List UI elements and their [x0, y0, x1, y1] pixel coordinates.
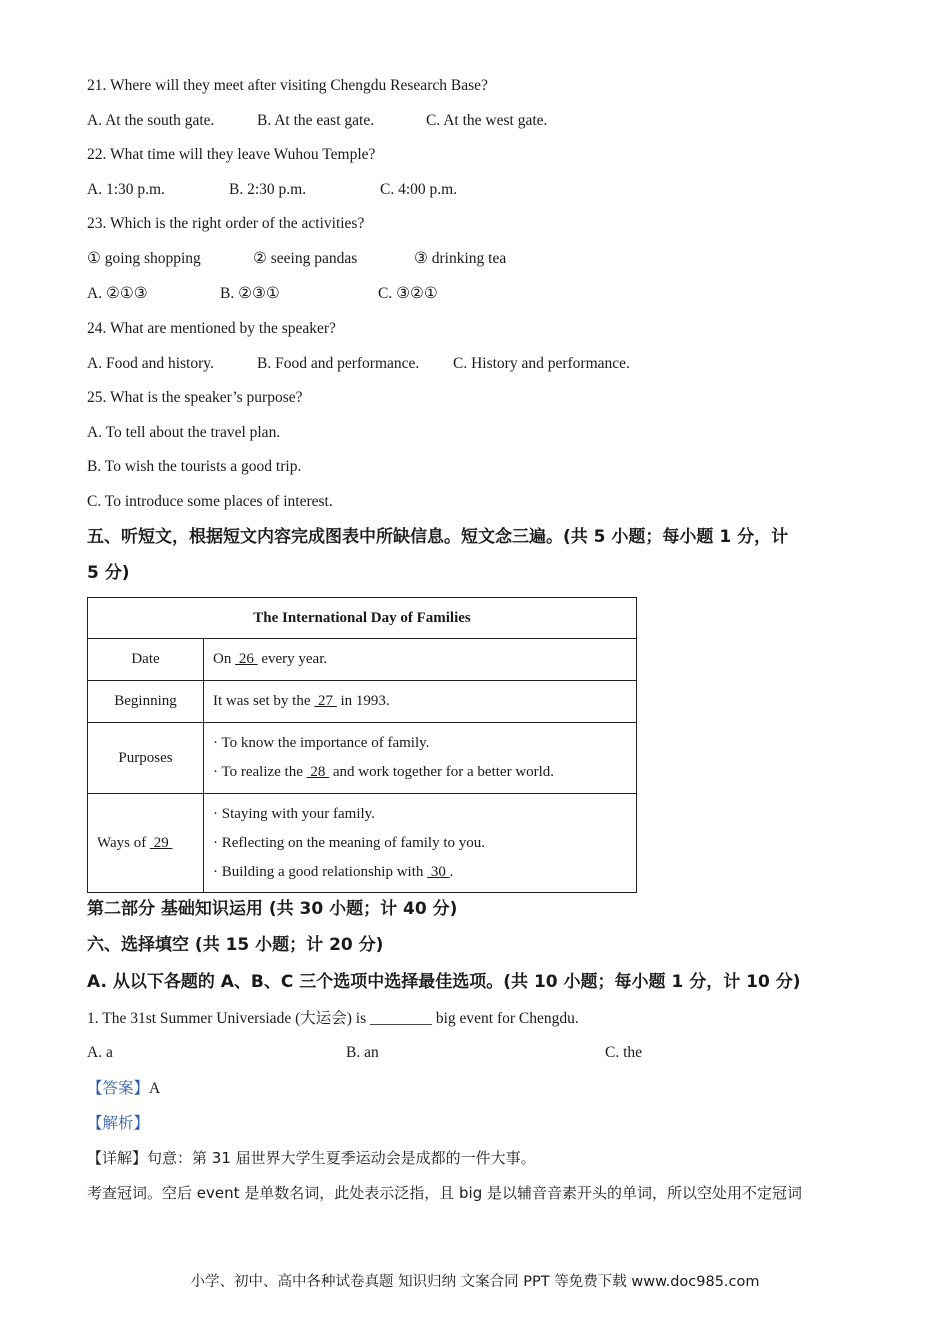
part-2-heading: 第二部分 基础知识运用 (共 30 小题；计 40 分)	[87, 899, 458, 919]
bullet-line	[213, 829, 627, 858]
answer-label: 【答案】	[87, 1079, 150, 1097]
row-label: Beginning	[88, 681, 204, 723]
table-title: The International Day of Families	[88, 598, 637, 639]
question-22: 22. What time will they leave Wuhou Temple?	[87, 146, 376, 163]
q23-option-a: A. ②①③	[87, 285, 148, 302]
row-content	[204, 723, 637, 794]
q23-option-b: B. ②③①	[220, 285, 280, 302]
bullet-line	[213, 800, 627, 829]
question-25: 25. What is the speaker’s purpose?	[87, 389, 303, 406]
q25-option-b: B. To wish the tourists a good trip.	[87, 458, 302, 475]
row-label: Date	[88, 639, 204, 681]
text-segment: every year.	[257, 651, 328, 667]
text-segment: It was set by the	[213, 693, 315, 709]
table-row	[88, 794, 637, 893]
bullet-line	[213, 858, 627, 887]
q24-option-b: B. Food and performance.	[257, 355, 420, 372]
section-5-heading: 五、听短文，根据短文内容完成图表中所缺信息。短文念三遍。(共 5 小题；每小题 1 分，计	[87, 527, 789, 547]
detail-label: 【详解】	[87, 1149, 148, 1167]
answer-line	[87, 1078, 160, 1099]
blank-26: 26	[235, 651, 258, 667]
text-segment: .	[449, 863, 454, 880]
question-24: 24. What are mentioned by the speaker?	[87, 320, 336, 337]
families-info-table	[87, 597, 637, 893]
q25-option-c: C. To introduce some places of interest.	[87, 493, 333, 510]
blank-28: 28	[306, 764, 330, 780]
q25-option-a: A. To tell about the travel plan.	[87, 424, 281, 441]
q21-option-c: C. At the west gate.	[426, 112, 548, 129]
table-row	[88, 723, 637, 794]
question-21: 21. Where will they meet after visiting Chengdu Research Base?	[87, 77, 488, 94]
q22-option-b: B. 2:30 p.m.	[229, 181, 307, 198]
blank-30: 30	[427, 863, 450, 880]
text-segment: On	[213, 651, 236, 667]
section-5-heading-cont: 5 分)	[87, 563, 130, 583]
row-content	[204, 681, 637, 723]
q22-option-a: A. 1:30 p.m.	[87, 181, 165, 198]
text-segment: and work together for a better world.	[329, 764, 555, 780]
text-segment: · Building a good relationship with	[213, 863, 428, 880]
blank-27: 27	[314, 693, 337, 709]
analysis-label: 【解析】	[87, 1114, 150, 1132]
row-label: Purposes	[88, 723, 204, 794]
q23-item-1: ① going shopping	[87, 250, 201, 267]
text-segment: Ways of	[97, 834, 150, 851]
detail-text: 句意：第 31 届世界大学生夏季运动会是成都的一件大事。	[147, 1149, 536, 1167]
q1-option-b: B. an	[346, 1044, 379, 1061]
q24-option-c: C. History and performance.	[453, 355, 630, 372]
q1-option-c: C. the	[605, 1044, 643, 1061]
table-row	[88, 639, 637, 681]
q21-option-b: B. At the east gate.	[257, 112, 375, 129]
question-23: 23. Which is the right order of the activities?	[87, 215, 365, 232]
page-footer: 小学、初中、高中各种试卷真题 知识归纳 文案合同 PPT 等免费下载 www.doc985.com	[190, 1274, 760, 1290]
q1-option-a: A. a	[87, 1044, 113, 1061]
question-1: 1. The 31st Summer Universiade (大运会) is ________ big event for Chengdu.	[87, 1010, 579, 1027]
text-segment: · Staying with your family.	[213, 805, 375, 822]
explanation-text: 考查冠词。空后 event 是单数名词，此处表示泛指，且 big 是以辅音音素开头的单词，所以空处用不定冠词	[87, 1184, 803, 1202]
table-row	[88, 681, 637, 723]
row-label	[88, 794, 204, 893]
text-segment: · To realize the	[213, 764, 307, 780]
q23-item-3: ③ drinking tea	[414, 250, 507, 267]
row-content	[204, 794, 637, 893]
row-content	[204, 639, 637, 681]
answer-value: A	[149, 1080, 161, 1097]
blank-29: 29	[149, 834, 173, 851]
q23-option-c: C. ③②①	[378, 285, 438, 302]
text-segment: · To know the importance of family.	[213, 735, 430, 751]
q21-option-a: A. At the south gate.	[87, 112, 215, 129]
section-a-heading: A. 从以下各题的 A、B、C 三个选项中选择最佳选项。(共 10 小题；每小题 1 分，计 10 分)	[87, 972, 801, 992]
section-6-heading: 六、选择填空 (共 15 小题；计 20 分)	[87, 935, 384, 955]
bullet-line	[213, 729, 627, 758]
q23-item-2: ② seeing pandas	[253, 250, 358, 267]
q24-option-a: A. Food and history.	[87, 355, 214, 372]
text-segment: in 1993.	[336, 693, 390, 709]
q22-option-c: C. 4:00 p.m.	[380, 181, 458, 198]
detail-line	[87, 1148, 536, 1168]
bullet-line	[213, 758, 627, 787]
text-segment: · Reflecting on the meaning of family to you.	[213, 834, 486, 851]
